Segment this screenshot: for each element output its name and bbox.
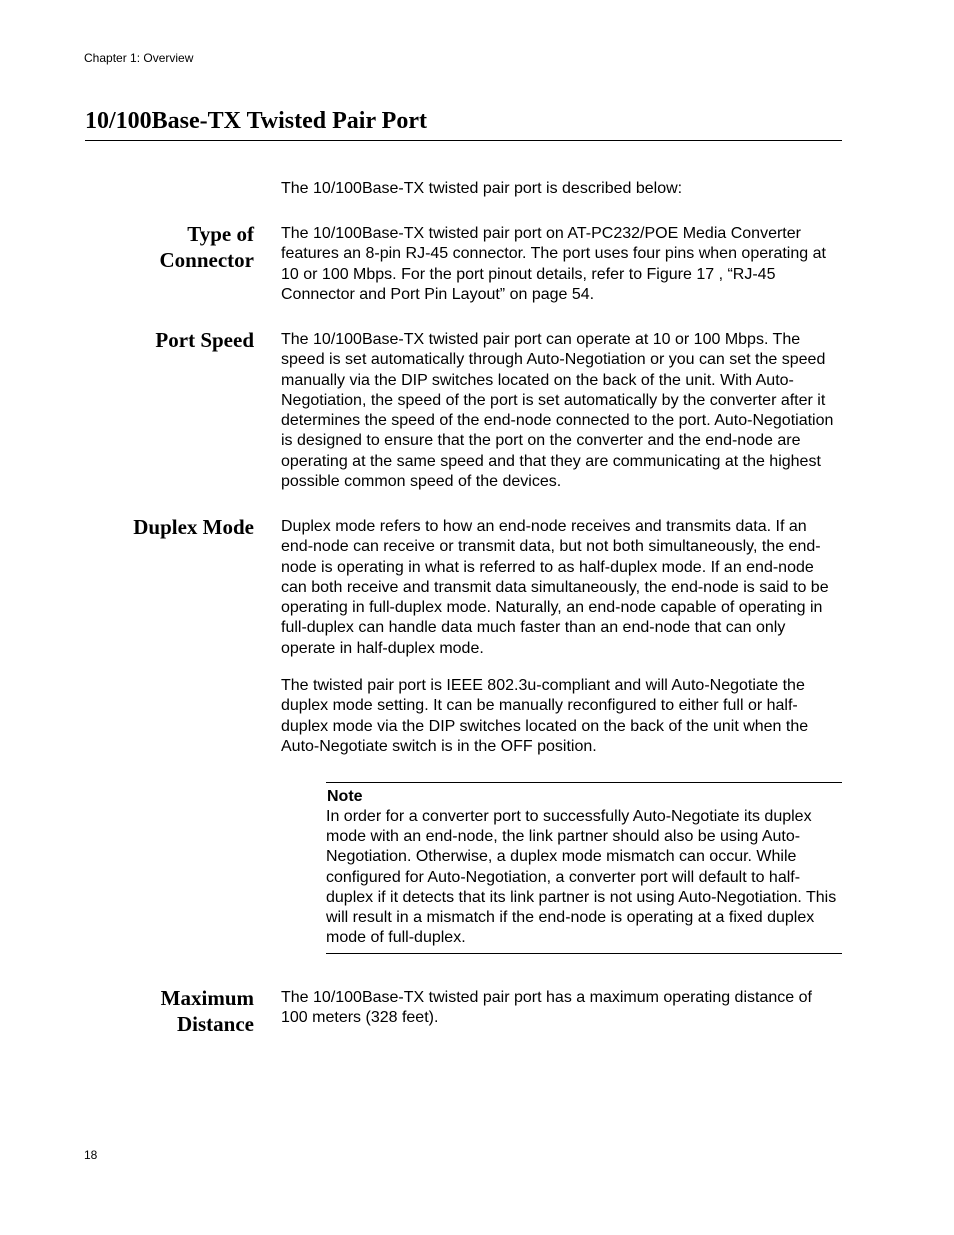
note-box [326, 782, 842, 954]
section-heading-maximum-distance [161, 985, 254, 1037]
title-rule [85, 140, 842, 141]
note-title: Note [327, 788, 363, 805]
section-heading-distance-line2: Distance [177, 1012, 254, 1036]
page-number: 18 [84, 1148, 98, 1162]
section-heading-port-speed: Port Speed [155, 328, 254, 352]
port-speed-paragraph: The 10/100Base-TX twisted pair port can operate at 10 or 100 Mbps. The speed is set automatically through Auto-Negotiation or you can set the speed manually via the DIP switches located on the back of the unit. With Auto-Negotiation, the speed of the port is set automatically by the converter after it determines the speed of the end-node connected to the port. Auto-Negotiation is designed to ensure that the port on the converter and the end-node are operating at the same speed and that they are communicating at the highest possible common speed of the devices. [281, 331, 834, 491]
duplex-paragraph-2: The twisted pair port is IEEE 802.3u-compliant and will Auto-Negotiate the duplex mode setting. It can be manually reconfigured to either full or half-duplex mode via the DIP switches located on the back of the unit when the Auto-Negotiate switch is in the OFF position. [281, 677, 809, 755]
section-heading-distance-line1: Maximum [160, 986, 254, 1010]
section-heading-connector [160, 221, 254, 273]
intro-paragraph: The 10/100Base-TX twisted pair port is described below: [281, 180, 683, 197]
page-title: 10/100Base-TX Twisted Pair Port [85, 108, 427, 134]
running-header: Chapter 1: Overview [84, 51, 194, 65]
connector-paragraph: The 10/100Base-TX twisted pair port on AT-PC232/POE Media Converter features an 8-pin RJ-45 connector. The port uses four pins when operating at 10 or 100 Mbps. For the port pinout details, refer to Figure 17 , “RJ-45 Connector and Port Pin Layout” on page 54. [281, 225, 826, 303]
section-heading-connector-line1: Type of [187, 222, 254, 246]
section-heading-duplex-mode: Duplex Mode [133, 515, 254, 539]
note-text: In order for a converter port to successfully Auto-Negotiate its duplex mode with an end-node, the link partner should also be using Auto-Negotiation. Otherwise, a duplex mode mismatch can occur. While configured for Auto-Negotiation, a converter port will default to half-duplex if it detects that its link partner is not using Auto-Negotiation. This will result in a mismatch if the end-node is operating at a fixed duplex mode of full-duplex. [326, 808, 837, 947]
section-heading-connector-line2: Connector [159, 248, 254, 272]
distance-paragraph: The 10/100Base-TX twisted pair port has a maximum operating distance of 100 meters (328 feet). [281, 989, 812, 1027]
duplex-paragraph-1: Duplex mode refers to how an end-node receives and transmits data. If an end-node can receive or transmit data, but not both simultaneously, the end-node is operating in what is referred to as half-duplex mode. If an end-node can both receive and transmit data simultaneously, the end-node is said to be operating in full-duplex mode. Naturally, an end-node capable of operating in full-duplex can handle data much faster than an end-node that can only operate in half-duplex mode. [281, 518, 829, 657]
